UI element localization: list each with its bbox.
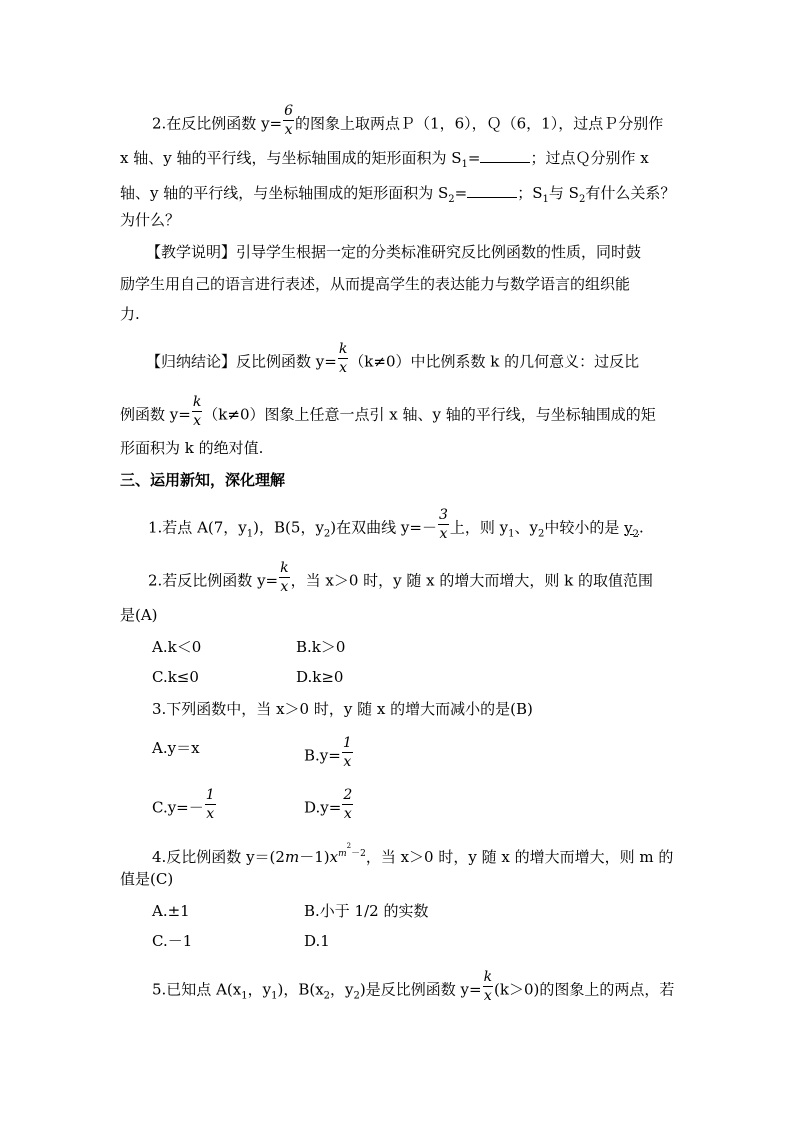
fraction-k-over-x: $\frac{k}{x}$: [338, 341, 348, 376]
teaching-note-line-2: 励学生用自己的语言进行表述，从而提高学生的表达能力与数学语言的组织能: [120, 275, 631, 293]
p4-option-d: D.1: [304, 932, 330, 950]
conclusion-line-1: 【归纳结论】反比例函数 y= $\frac{k}{x}$ （k≠0）中比例系数 k 的几何意义：过反比: [146, 341, 640, 376]
p3-option-d: D.y= $\frac{2}{x}$: [304, 787, 353, 822]
p2-option-b: B.k＞0: [296, 638, 346, 656]
p2-option-c: C.k≤0: [152, 668, 199, 686]
p4-option-b: B.小于 1/2 的实数: [304, 902, 429, 920]
answer-blank-s1[interactable]: [480, 148, 530, 163]
problem-2-line-2: 是(A): [120, 606, 158, 624]
answer-blank-s2[interactable]: [467, 183, 517, 198]
p2-option-a: A.k＜0: [152, 638, 202, 656]
problem-3: 3.下列函数中，当 x＞0 时，y 随 x 的增大而减小的是(B): [152, 700, 533, 718]
q2-line-1: 2.在反比例函数 y= $\frac{6}{x}$ 的图象上取两点Ｐ（1，6），Ｑ（6，1），过点Ｐ分别作: [152, 103, 664, 138]
teaching-note-line-3: 力.: [120, 305, 140, 323]
p3-option-c: C.y=－ $\frac{1}{x}$: [152, 787, 215, 822]
p2-option-d: D.k≥0: [296, 668, 344, 686]
problem-4-line-2: 值是(C): [120, 870, 174, 888]
q2-line-4: 为什么？: [120, 211, 181, 229]
p3-option-b: B.y= $\frac{1}{x}$: [304, 735, 352, 770]
problem-1: 1.若点 A(7，$y_1$)，B(5，$y_2$)在双曲线 y=－ $\frac{3}{x}$ 上，则 $y_1$、$y_2$中较小的是 $y_2$.: [148, 507, 644, 542]
problem-4-line-1: 4.反比例函数 $y=(2m-1)x^{m2-2}$，当 x＞0 时，y 随 x 的增大而增大，则 m 的: [152, 842, 674, 866]
teaching-note-line-1: 【教学说明】引导学生根据一定的分类标准研究反比例函数的性质，同时鼓: [146, 243, 642, 261]
fraction-2-over-x: $\frac{2}{x}$: [343, 787, 353, 822]
p4-option-a: A.±1: [152, 902, 190, 920]
q2-line-2: x 轴、y 轴的平行线，与坐标轴围成的矩形面积为 $S_1=$ ；过点Ｑ分别作 x: [120, 149, 649, 170]
fraction-k-over-x: $\frac{k}{x}$: [192, 394, 202, 429]
conclusion-line-2: 例函数 y= $\frac{k}{x}$ （k≠0）图象上任意一点引 x 轴、y 轴的平行线，与坐标轴围成的矩: [120, 394, 656, 429]
answer-y2: $y_2$: [624, 518, 640, 540]
section-title: 三、运用新知，深化理解: [120, 471, 286, 489]
fraction-6-over-x: $\frac{6}{x}$: [284, 103, 294, 138]
fraction-k-over-x: $\frac{k}{x}$: [280, 560, 289, 595]
p3-option-a: A.y＝x: [152, 739, 200, 757]
problem-2-line-1: 2.若反比例函数 y= $\frac{k}{x}$ ，当 x＞0 时，y 随 x 的增大而增大，则 k 的取值范围: [148, 560, 654, 595]
q2-line-3: 轴、y 轴的平行线，与坐标轴围成的矩形面积为 $S_2=$ ；$S_1$与 $S_2$有什么关系？: [120, 184, 676, 205]
p4-option-c: C.－1: [152, 932, 193, 950]
fraction-k-over-x: $\frac{k}{x}$: [483, 969, 493, 1004]
fraction-3-over-x: $\frac{3}{x}$: [438, 507, 448, 542]
conclusion-line-3: 形面积为 k 的绝对值.: [120, 439, 264, 457]
problem-5: 5.已知点 $A(x_1$，$y_1$)，$B(x_2$，$y_2$)是反比例函数 y= $\frac{k}{x}$ (k＞0)的图象上的两点，若: [152, 969, 675, 1004]
fraction-1-over-x: $\frac{1}{x}$: [342, 735, 352, 770]
fraction-1-over-x: $\frac{1}{x}$: [205, 787, 215, 822]
